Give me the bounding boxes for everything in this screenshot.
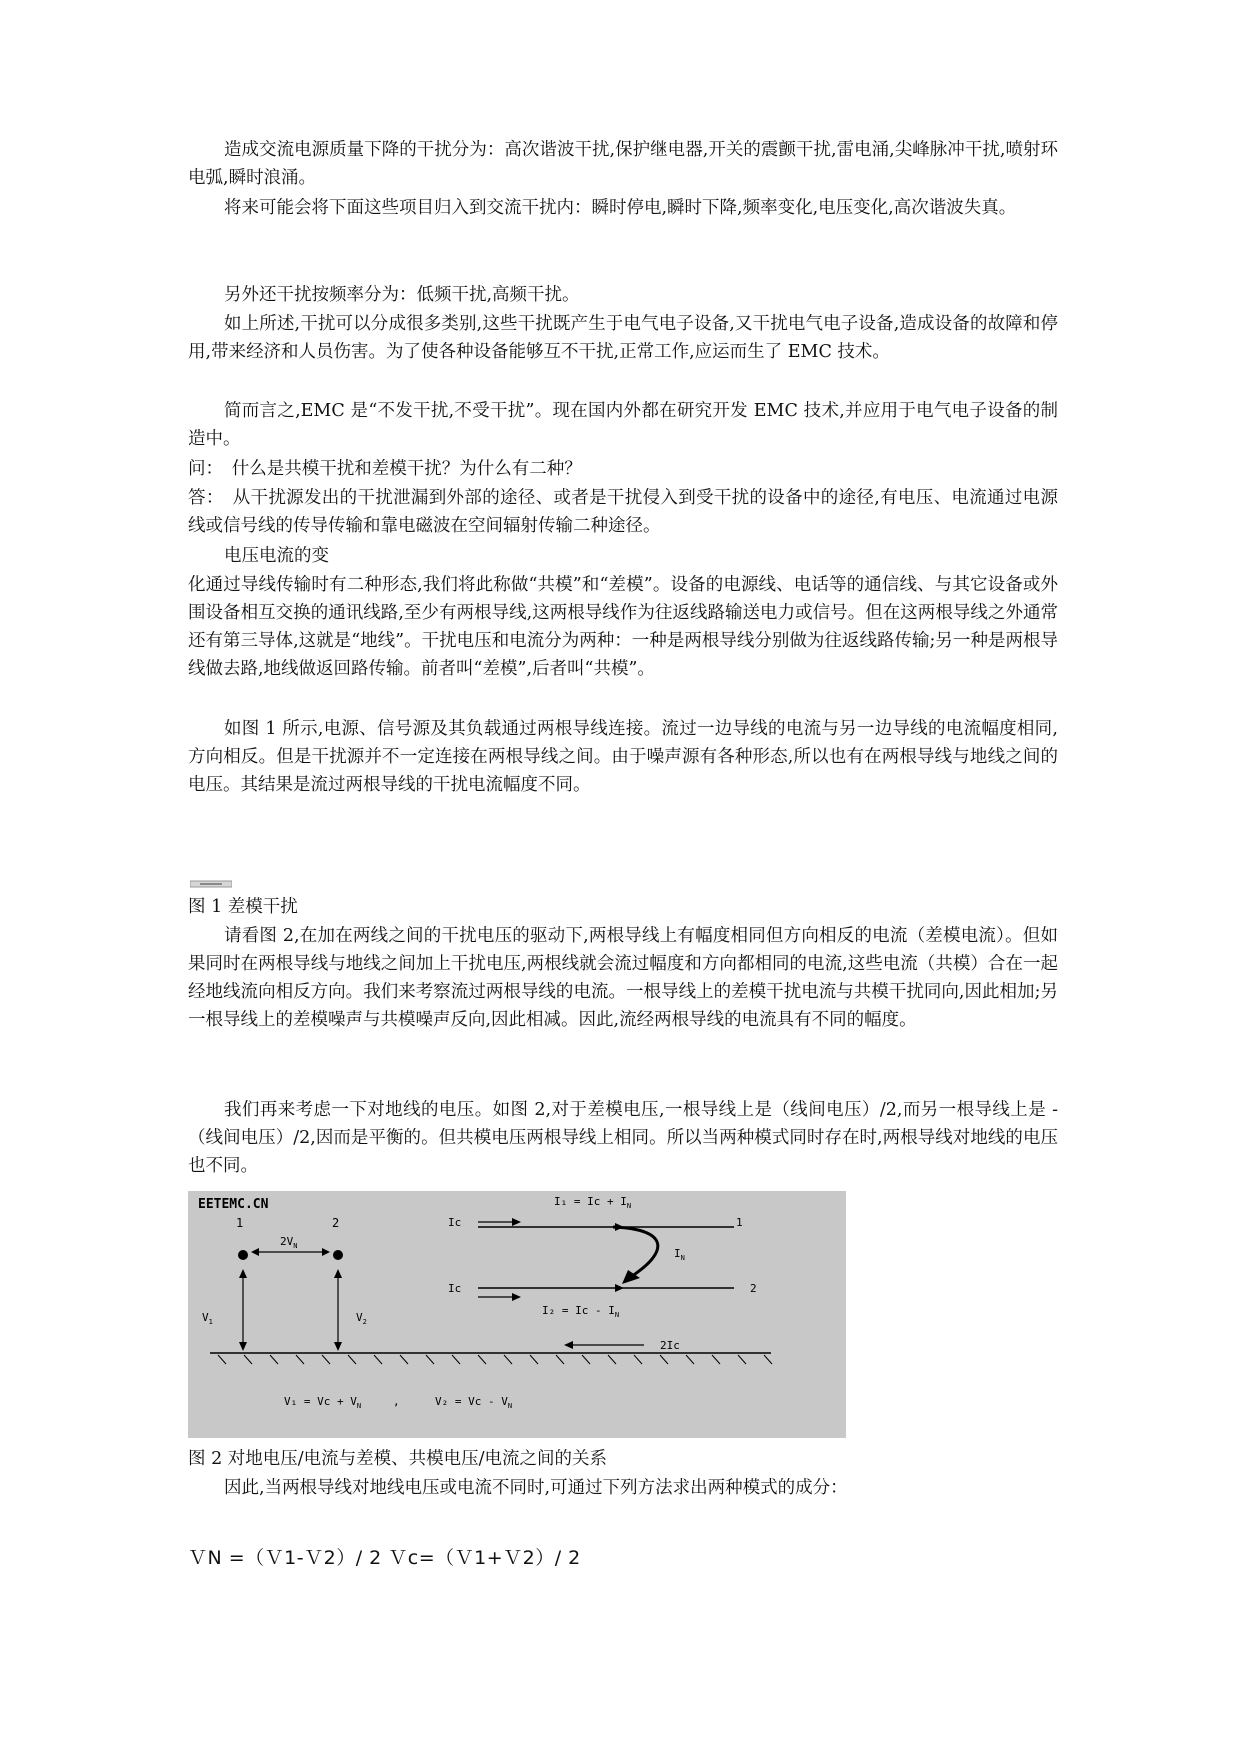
node-2-label: 2 (332, 1216, 340, 1230)
figure2-watermark: EETEMC.CN (198, 1197, 269, 1212)
question-line: 问： 什么是共模干扰和差模干扰？为什么有二种？ (188, 459, 582, 479)
ground-current-label: 2Ic (660, 1339, 680, 1352)
paragraph-common-differential-modes: 化通过导线传输时有二种形态,我们将此称做“共模”和“差模”。设备的电源线、电话等的通信线、与其它设备或外围设备相互交换的通讯线路,至少有两根导线,这两根导线作为往返线路输送电力或信号。但在这两根导线之外通常还有第三导体,这就是“地线”。干扰电压和电流分为两种：一种是两根导线分别做为往返线路传输;另一种是两根导线做去路,地线做返回路传输。前者叫“差模”,后者叫“共模”。 (188, 575, 1058, 679)
node-2-dot (333, 1250, 343, 1260)
mode-formula: ＶN =（Ｖ1-Ｖ2）/ 2 Ｖc=（Ｖ1+Ｖ2）/ 2 (188, 1547, 581, 1569)
ic-top-label: Ic (448, 1216, 462, 1229)
node-1-label: 1 (236, 1216, 244, 1230)
v2-label: $V_2$ (356, 1311, 367, 1326)
i1-equation: $I_1 = Ic + I_N$ (554, 1195, 632, 1210)
answer-paragraph: 答： 从干扰源发出的干扰泄漏到外部的途径、或者是干扰侵入到受干扰的设备中的途径,有电压、电流通过电源线或信号线的传导传输和靠电磁波在空间辐射传输二种途径。 (188, 488, 1058, 536)
paragraph-mode-components: 因此,当两根导线对地线电压或电流不同时,可通过下列方法求出两种模式的成分： (224, 1478, 848, 1498)
figure1-placeholder-image (190, 880, 232, 888)
line-2-label: 2 (750, 1282, 757, 1295)
v1-equation: $V_1 = Vc + V_N$ (284, 1395, 362, 1410)
paragraph-figure2-currents: 请看图 2,在加在两线之间的干扰电压的驱动下,两根导线上有幅度相同但方向相反的电流（差模电流）。但如果同时在两根导线与地线之间加上干扰电压,两根线就会流过幅度和方向都相同的电流,这些电流（共模）合在一起经地线流向相反方向。我们来考察流过两根导线的电流。一根导线上的差模干扰电流与共模干扰同向,因此相加;另一根导线上的差模噪声与共模噪声反向,因此相减。因此,流经两根导线的电流具有不同的幅度。 (188, 926, 1058, 1030)
paragraph-voltage-current-start: 电压电流的变 (224, 546, 329, 566)
line-voltage-label: $2V_N$ (280, 1235, 298, 1250)
i2-equation: $I_2 = Ic - I_N$ (542, 1304, 620, 1319)
figure2-caption: 图 2 对地电压/电流与差模、共模电压/电流之间的关系 (188, 1449, 608, 1469)
paragraph-frequency-classification: 另外还干扰按频率分为：低频干扰,高频干扰。 (224, 285, 580, 305)
paragraph-ground-voltage: 我们再来考虑一下对地线的电压。如图 2,对于差模电压,一根导线上是（线间电压）/2,而另一根导线上是 -（线间电压）/2,因而是平衡的。但共模电压两根导线上相同。所以当两种模式同时存在时,两根导线对地线的电压也不同。 (188, 1100, 1058, 1176)
v2-equation: $V_2 = Vc - V_N$ (435, 1395, 513, 1410)
line-1-label: 1 (736, 1216, 743, 1229)
paragraph-future-ac-interference: 将来可能会将下面这些项目归入到交流干扰内：瞬时停电,瞬时下降,频率变化,电压变化,高次谐波失真。 (224, 198, 1017, 218)
in-label: $I_N$ (674, 1247, 685, 1262)
figure2-diagram (188, 1191, 846, 1438)
equation-separator: , (393, 1395, 400, 1408)
figure1-caption: 图 1 差模干扰 (188, 897, 298, 917)
ic-bottom-label: Ic (448, 1282, 462, 1295)
v1-label: $V_1$ (202, 1311, 213, 1326)
node-1-dot (238, 1250, 248, 1260)
paragraph-figure1-description: 如图 1 所示,电源、信号源及其负载通过两根导线连接。流过一边导线的电流与另一边导线的电流幅度相同,方向相反。但是干扰源并不一定连接在两根导线之间。由于噪声源有各种形态,所以也有在两根导线与地线之间的电压。其结果是流过两根导线的干扰电流幅度不同。 (188, 719, 1058, 795)
paragraph-emc-definition: 简而言之,EMC 是“不发干扰,不受干扰”。现在国内外都在研究开发 EMC 技术,并应用于电气电子设备的制造中。 (188, 401, 1058, 449)
paragraph-interference-types: 造成交流电源质量下降的干扰分为：高次谐波干扰,保护继电器,开关的震颤干扰,雷电涌,尖峰脉冲干扰,喷射环电弧,瞬时浪涌。 (188, 140, 1058, 188)
paragraph-emc-origin: 如上所述,干扰可以分成很多类别,这些干扰既产生于电气电子设备,又干扰电气电子设备,造成设备的故障和停用,带来经济和人员伤害。为了使各种设备能够互不干扰,正常工作,应运而生了 EMC 技术。 (188, 314, 1058, 362)
